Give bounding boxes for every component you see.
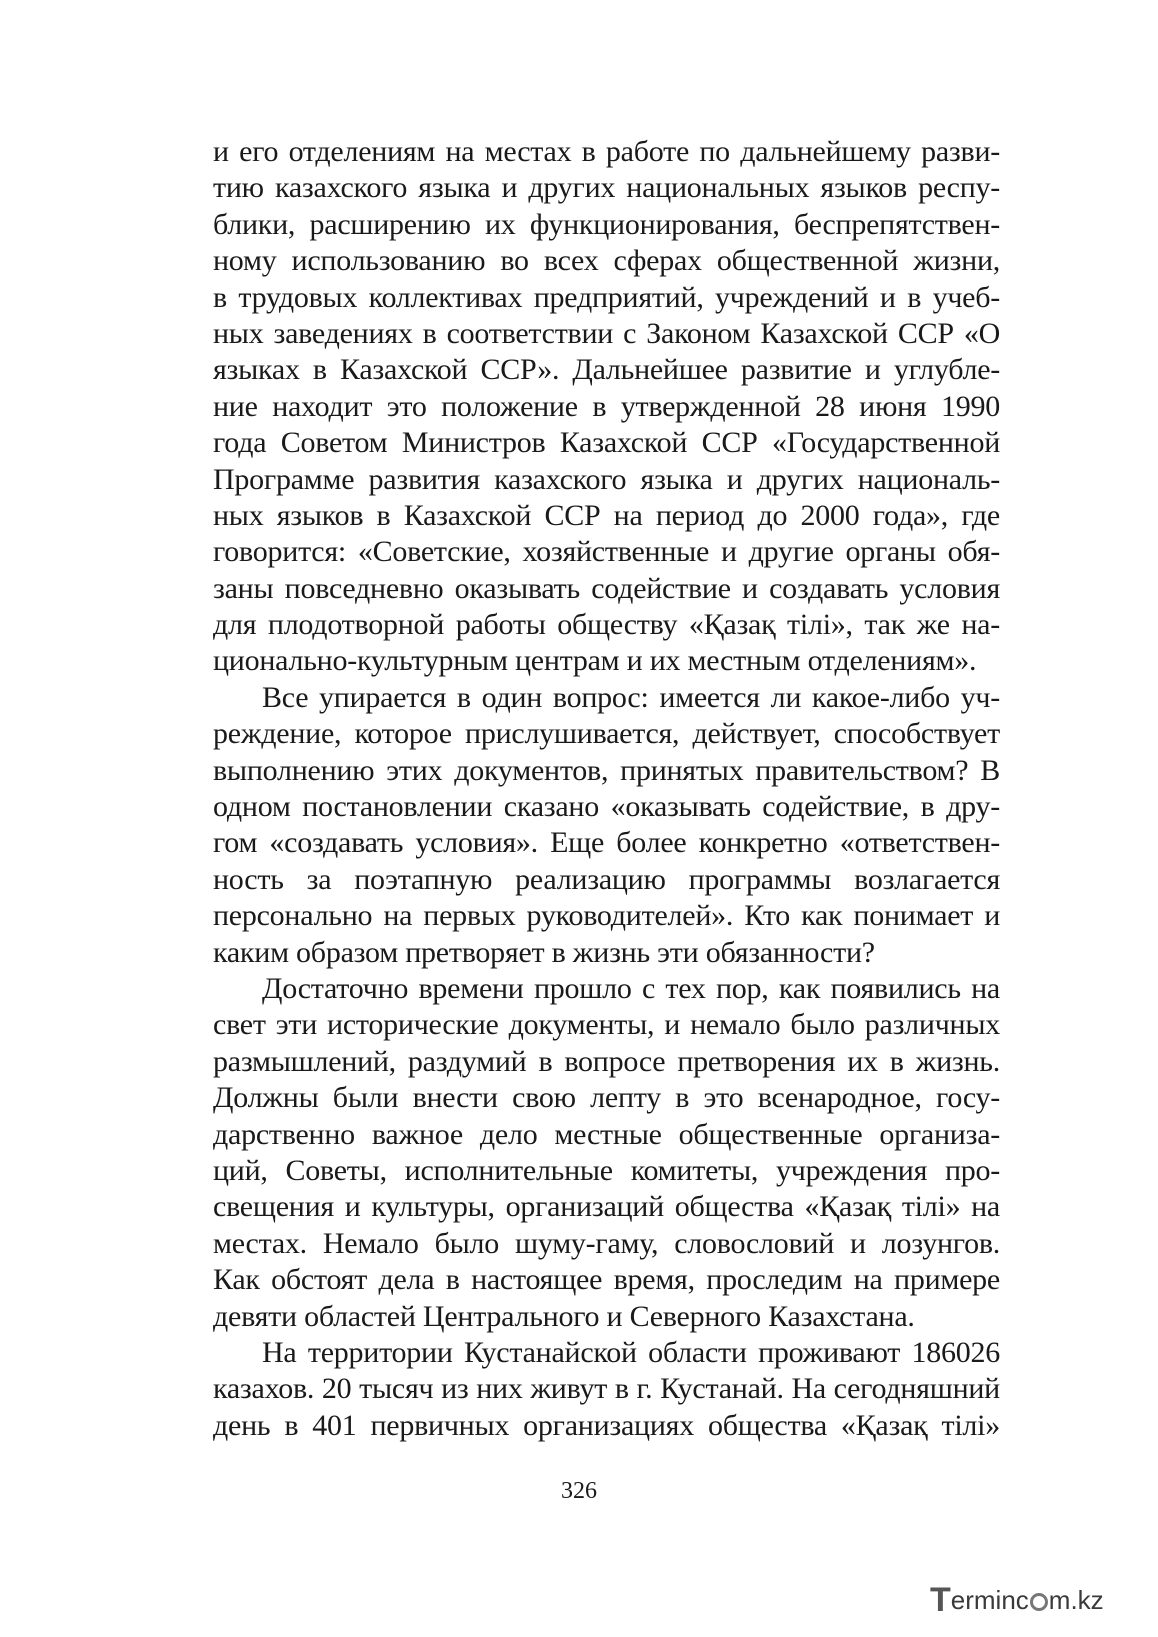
watermark-letter-t: T [930, 1581, 951, 1619]
watermark-text: erminc [950, 1585, 1029, 1615]
text-line: блики, расширению их функционирования, беспрепятствен- [213, 207, 1000, 241]
paragraph-first-line: Достаточно времени прошло с тех пор, как появились на [262, 971, 1000, 1005]
text-line: языках в Казахской ССР». Дальнейшее развитие и углубле- [213, 353, 1000, 387]
paragraph-first-line: Все упирается в один вопрос: имеется ли какое-либо уч- [262, 680, 1000, 714]
text-line: местах. Немало было шуму-гаму, словословий и лозунгов. [213, 1226, 1000, 1260]
text-line: заны повседневно оказывать содействие и создавать условия [213, 571, 1000, 605]
text-line: реждение, которое прислушивается, действует, способствует [213, 717, 1000, 751]
text-line: день в 401 первичных организациях общества «Қазақ тілі» [213, 1408, 1000, 1442]
text-line: каким образом претворяет в жизнь эти обязанности? [213, 935, 875, 969]
text-line: девяти областей Центрального и Северного Казахстана. [213, 1299, 915, 1333]
watermark-domain: m.kz [1048, 1585, 1104, 1615]
text-line: свет эти исторические документы, и немало было различных [213, 1008, 1000, 1042]
text-line: свещения и культуры, организаций общества «Қазақ тілі» на [213, 1190, 1000, 1224]
page-number: 326 [561, 1478, 597, 1504]
text-line: говорится: «Советские, хозяйственные и другие органы обя- [213, 535, 1000, 569]
text-line: ному использованию во всех сферах общественной жизни, [213, 244, 1000, 278]
text-line: Программе развития казахского языка и других националь- [213, 462, 1000, 496]
text-line: и его отделениям на местах в работе по дальнейшему разви- [213, 135, 1000, 168]
text-line: выполнению этих документов, принятых правительством? В [213, 753, 1000, 787]
termincom-watermark-logo [930, 1578, 1135, 1618]
text-line: ных языков в Казахской ССР на период до 2000 года», где [213, 498, 1000, 532]
text-line: казахов. 20 тысяч из них живут в г. Кустанай. На сегодняшний [213, 1372, 1000, 1406]
magnifier-icon [1030, 1593, 1048, 1611]
text-line: тию казахского языка и других национальных языков респу- [213, 171, 1000, 205]
paragraph-first-line: На территории Кустанайской области проживают 186026 [262, 1335, 1000, 1369]
text-line: ность за поэтапную реализацию программы возлагается [213, 862, 1000, 896]
text-line: размышлений, раздумий в вопросе претворения их в жизнь. [213, 1044, 1000, 1078]
text-line: дарственно важное дело местные общественные организа- [213, 1117, 1000, 1151]
text-line: ных заведениях в соответствии с Законом Казахской ССР «О [213, 316, 1000, 350]
text-line: в трудовых коллективах предприятий, учреждений и в учеб- [213, 280, 1000, 314]
text-line: персонально на первых руководителей». Кто как понимает и [213, 899, 1000, 933]
text-line: Как обстоят дела в настоящее время, проследим на примере [213, 1263, 1000, 1297]
text-line: для плодотворной работы обществу «Қазақ тілі», так же на- [213, 608, 1000, 642]
text-line: Должны были внести свою лепту в это всенародное, госу- [213, 1081, 1000, 1115]
text-line: ционально-культурным центрам и их местным отделениям». [213, 644, 977, 678]
text-line: ций, Советы, исполнительные комитеты, учреждения про- [213, 1153, 1000, 1187]
page-body [213, 134, 1000, 1444]
text-line: года Советом Министров Казахской ССР «Государственной [213, 426, 1000, 460]
text-line: одном постановлении сказано «оказывать содействие, в дру- [213, 790, 1000, 824]
text-line: гом «создавать условия». Еще более конкретно «ответствен- [213, 826, 1000, 860]
text-line: ние находит это положение в утвержденной 28 июня 1990 [213, 389, 1000, 423]
